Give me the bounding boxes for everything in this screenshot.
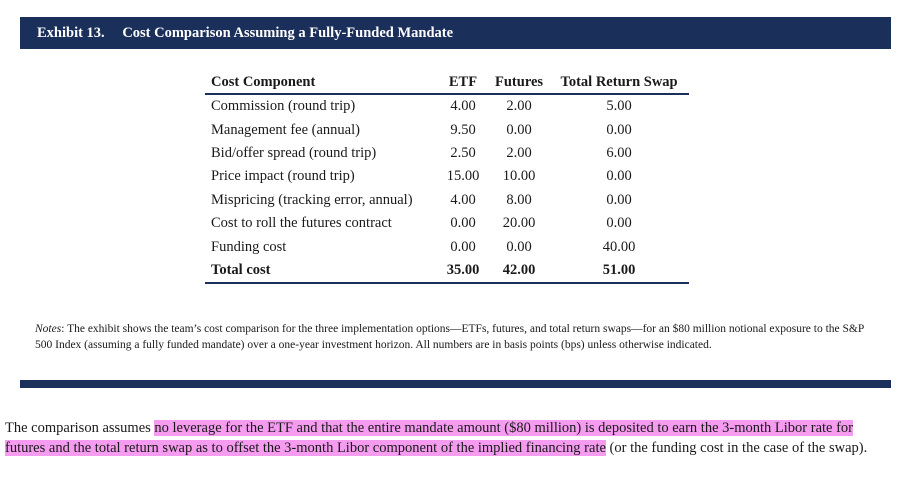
etf-value: 35.00	[446, 261, 480, 278]
etf-value: 9.50	[450, 121, 476, 138]
etf-value: 0.00	[450, 215, 476, 232]
futures-value: 2.00	[506, 98, 532, 115]
exhibit-title: Cost Comparison Assuming a Fully-Funded Mandate	[122, 25, 454, 41]
row-label: Management fee (annual)	[211, 121, 360, 138]
row-label: Total cost	[211, 261, 271, 278]
header-cost-component: Cost Component	[205, 70, 437, 94]
etf-value: 0.00	[450, 238, 476, 255]
paragraph-after: (or the funding cost in the case of the swap).	[605, 440, 868, 456]
body-paragraph	[5, 418, 895, 458]
table-row	[205, 165, 689, 188]
table-header-row	[205, 70, 689, 94]
trs-value: 51.00	[602, 261, 636, 278]
futures-value: 42.00	[502, 261, 536, 278]
table-row	[205, 235, 689, 258]
notes-label: Notes	[35, 323, 62, 335]
row-label: Mispricing (tracking error, annual)	[211, 191, 413, 208]
table-row	[205, 94, 689, 118]
trs-value: 0.00	[606, 215, 632, 232]
header-etf: ETF	[437, 70, 489, 94]
table-row	[205, 212, 689, 235]
exhibit-notes	[35, 322, 875, 353]
table-row	[205, 142, 689, 165]
cost-comparison-table	[205, 70, 689, 284]
futures-value: 8.00	[506, 191, 532, 208]
paragraph-before: The comparison assumes	[5, 420, 155, 436]
header-futures: Futures	[489, 70, 549, 94]
row-label: Commission (round trip)	[211, 98, 356, 115]
etf-value: 15.00	[446, 168, 480, 185]
trs-value: 0.00	[606, 121, 632, 138]
row-label: Cost to roll the futures contract	[211, 215, 392, 232]
header-total-return-swap: Total Return Swap	[549, 70, 689, 94]
futures-value: 2.00	[506, 144, 532, 161]
total-row	[205, 259, 689, 283]
table-row	[205, 189, 689, 212]
notes-text: : The exhibit shows the team’s cost comparison for the three implementation options—ETFs, futures, and total return swaps—for an $80 million notional exposure to the S&P 500 Index (assuming a fully funded mandate) over a one-year investment horizon. All numbers are in basis points (bps) unless otherwise indicated.	[35, 323, 864, 351]
row-label: Funding cost	[211, 238, 287, 255]
exhibit-number: Exhibit 13.	[37, 25, 105, 41]
row-label: Price impact (round trip)	[211, 168, 355, 185]
row-label: Bid/offer spread (round trip)	[211, 144, 377, 161]
trs-value: 0.00	[606, 168, 632, 185]
highlighted-text[interactable]: no leverage for the ETF and that the entire mandate amount ($80 million) is deposited to earn the 3-month Libor rate for futures and the total return swap as to offset the 3-month Libor component of the implied financing rate	[5, 420, 854, 456]
futures-value: 0.00	[506, 121, 532, 138]
etf-value: 2.50	[450, 144, 476, 161]
trs-value: 6.00	[606, 144, 632, 161]
table-row	[205, 118, 689, 141]
trs-value: 0.00	[606, 191, 632, 208]
trs-value: 40.00	[602, 238, 636, 255]
trs-value: 5.00	[606, 98, 632, 115]
futures-value: 20.00	[502, 215, 536, 232]
exhibit-header	[20, 17, 891, 49]
futures-value: 10.00	[502, 168, 536, 185]
exhibit-bottom-bar	[20, 380, 891, 388]
etf-value: 4.00	[450, 191, 476, 208]
etf-value: 4.00	[450, 98, 476, 115]
futures-value: 0.00	[506, 238, 532, 255]
